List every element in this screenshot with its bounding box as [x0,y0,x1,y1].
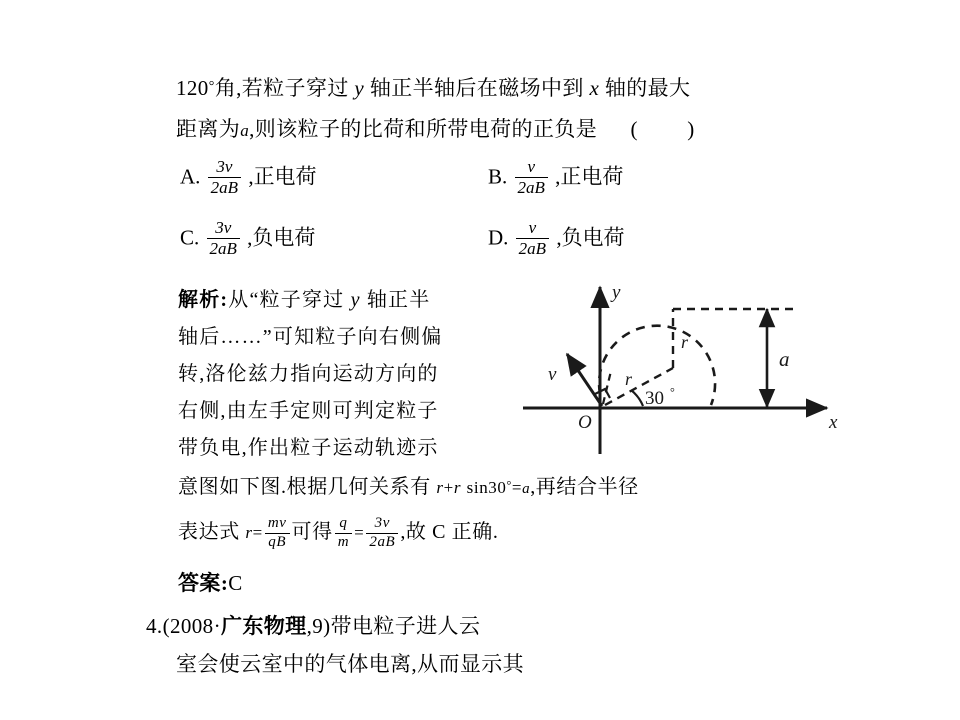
solution-line-7 [178,515,498,550]
variable-x: x [589,76,600,100]
next-question-line-2: 室会使云室中的气体电离,从而显示其 [176,652,525,676]
y-axis-label: y [612,282,621,303]
answer-blank-open-paren: ( [630,117,638,141]
option-b-fraction [515,158,548,197]
answer-value: C [228,571,243,595]
solution-degree: ° [506,478,512,492]
angle-label: 30 [645,388,664,409]
next-question-line-1 [146,610,480,640]
formula-r-numerator: mv [265,516,290,534]
option-c-numerator: 3v [207,219,240,239]
solution-colon: : [220,289,229,311]
solution-variable-y: y [350,289,361,311]
next-question-number: 4. [146,614,163,638]
option-d-denominator: 2aB [518,238,547,258]
option-c-tag: C. [180,225,200,250]
question-text-c: 轴的最大 [604,76,691,100]
variable-y: y [354,76,365,100]
angle-degree-symbol: ° [670,385,675,399]
formula-r-fraction [265,516,290,551]
solution-text-1b: 轴正半 [366,289,431,311]
solution-label: 解析 [178,289,221,311]
solution-line-2: 轴后……”可知粒子向右侧偏 [178,326,443,348]
option-a-numerator: 3v [208,158,241,178]
next-question-comma: , [306,614,313,638]
solution-text-7c: ,故 C 正确. [400,521,499,543]
question-stem-line-1 [176,72,690,102]
option-c-denominator: 2aB [209,238,237,258]
question-text-e: ,则该粒子的比荷和所带电荷的正负是 [249,117,598,141]
formula-result-numerator: 3v [366,516,398,534]
angle-arc [631,390,643,406]
option-a-tag: A. [180,164,201,189]
formula-qm-fraction [335,516,352,551]
option-d-numerator: v [516,219,549,239]
solution-plus: + [443,478,454,497]
question-text-b: 轴正半轴后在磁场中到 [369,76,584,100]
solution-text-1: 从“粒子穿过 [228,289,345,311]
option-b-numerator: v [515,158,548,178]
option-a[interactable] [180,158,317,197]
formula-result-denominator: 2aB [369,533,396,550]
solution-line-4: 右侧,由左手定则可判定粒子 [178,400,439,422]
physics-diagram [515,276,855,461]
option-b-tag: B. [488,164,508,189]
option-d-tag: D. [488,225,509,250]
option-a-suffix: ,正电荷 [248,164,317,189]
solution-text-7a: 表达式 [178,521,240,543]
x-axis-label: x [829,412,838,433]
next-question-open-paren: ( [162,614,170,638]
solution-text-6b: ,再结合半径 [530,476,639,498]
next-question-close-paren: ) [323,614,331,638]
next-question-dot: · [213,614,221,638]
answer-row [178,567,243,597]
next-question-text-1: 带电粒子进人云 [330,614,481,638]
option-c-fraction [207,219,240,258]
radius-label-origin: r [625,369,633,389]
question-text-a: 角,若粒子穿过 [214,76,349,100]
solution-equals-2: = [354,523,365,542]
formula-qm-numerator: q [335,516,352,534]
velocity-vector [567,354,602,406]
formula-r-denominator: qB [268,533,287,550]
solution-line-5: 带负电,作出粒子运动轨迹示 [178,437,439,459]
option-b-denominator: 2aB [517,177,545,197]
question-stem-line-2 [176,113,695,143]
solution-sin: sin30 [466,478,507,497]
option-c[interactable] [180,219,315,258]
radius-label-vertical: r [681,332,689,352]
angle-value: 120 [176,76,209,100]
diagram-svg [515,276,855,461]
degree-symbol: ° [208,79,215,94]
option-a-fraction [208,158,241,197]
option-b-suffix: ,正电荷 [555,164,624,189]
solution-line-3: 转,洛伦兹力指向运动方向的 [178,363,439,385]
solution-text-7b: 可得 [291,521,333,543]
option-d-fraction [516,219,549,258]
variable-a: a [240,121,250,140]
option-a-denominator: 2aB [210,177,239,197]
answer-colon: : [220,571,229,595]
origin-label: O [578,412,592,433]
answer-blank-close-paren: ) [687,117,695,141]
option-d-suffix: ,负电荷 [556,225,625,250]
solution-r-1: r [436,478,444,497]
chord-guide-line [603,371,611,404]
solution-r-2: r [453,478,462,497]
next-question-index: 9 [312,614,324,638]
solution-r-3: r [245,523,253,542]
answer-label: 答案 [178,571,221,595]
solution-a-var: a [522,481,531,497]
formula-qm-denominator: m [337,533,350,550]
question-text-d: 距离为 [176,117,241,141]
option-c-suffix: ,负电荷 [247,225,316,250]
solution-equals-1: = [252,523,263,542]
formula-result-fraction [366,516,398,551]
next-question-year: 2008 [169,614,214,638]
solution-line-6 [178,470,639,499]
solution-text-6a: 意图如下图.根据几何关系有 [178,476,431,498]
velocity-label: v [548,364,557,385]
next-question-source: 广东物理 [220,614,307,638]
solution-equals: = [511,478,523,497]
option-d[interactable] [488,219,625,258]
solution-line-1 [178,283,430,312]
option-b[interactable] [488,158,623,197]
distance-label: a [779,347,790,371]
